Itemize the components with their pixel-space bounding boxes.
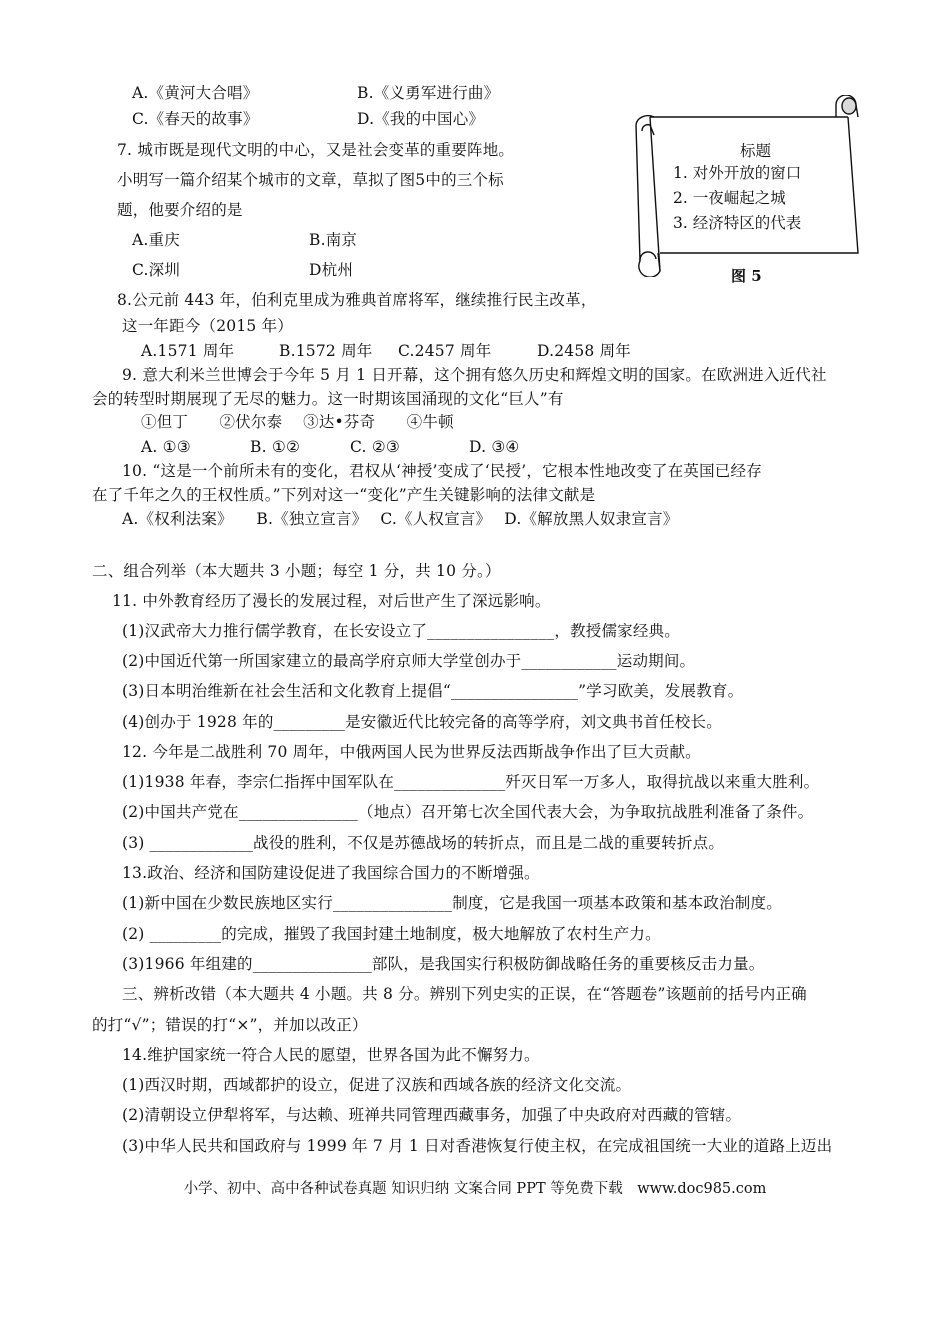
q9-option-b: B. ①②: [250, 438, 301, 456]
q9-option-a: A. ①③: [141, 438, 191, 456]
q8-option-b: B.1572 周年: [279, 342, 373, 360]
q9-line-1: 9. 意大利米兰世博会于今年 5 月 1 日开幕，这个拥有悠久历史和辉煌文明的国家。在欧洲进入近代社: [122, 366, 827, 384]
q7-option-b: B.南京: [309, 231, 358, 249]
q6-option-c: C.《春天的故事》: [132, 110, 259, 128]
q8-line-1: 8.公元前 443 年，伯利克里成为雅典首席将军，继续推行民主改革，: [117, 291, 597, 309]
q8-option-a: A.1571 周年: [141, 342, 235, 360]
q11-stem: 11. 中外教育经历了漫长的发展过程，对后世产生了深远影响。: [112, 592, 551, 610]
q9-option-c: C. ②③: [350, 438, 400, 456]
q7-option-d: D杭州: [309, 261, 354, 279]
q10-options: A.《权利法案》 B.《独立宣言》 C.《人权宣言》 D.《解放黑人奴隶宣言》: [122, 510, 679, 528]
q11-3: (3)日本明治维新在社会生活和文化教育上提倡“________________”学习欧美，发展教育。: [122, 682, 744, 700]
q12-3: (3) _____________战役的胜利，不仅是苏德战场的转折点，而且是二战的重要转折点。: [122, 834, 725, 852]
q13-2: (2) _________的完成，摧毁了我国封建土地制度，极大地解放了农村生产力。: [122, 925, 661, 943]
q13-3: (3)1966 年组建的_______________部队，是我国实行积极防御战略任务的重要核反击力量。: [122, 955, 765, 973]
q6-option-b: B.《义勇军进行曲》: [357, 84, 500, 102]
figure-5-title: 标题: [740, 142, 772, 160]
q8-line-2: 这一年距今（2015 年）: [122, 317, 293, 335]
q8-option-c: C.2457 周年: [398, 342, 492, 360]
q10-line-2: 在了千年之久的王权性质。”下列对这一“变化”产生关键影响的法律文献是: [92, 486, 596, 504]
q11-4: (4)创办于 1928 年的_________是安徽近代比较完备的高等学府，刘文典书首任校长。: [122, 713, 722, 731]
q6-option-a: A.《黄河大合唱》: [132, 84, 259, 102]
figure-5-item-2: 2. 一夜崛起之城: [673, 189, 786, 207]
q13-1: (1)新中国在少数民族地区实行_______________制度，它是我国一项基本政策和基本政治制度。: [122, 894, 782, 912]
section-2-heading: 二、组合列举（本大题共 3 小题；每空 1 分，共 10 分。）: [92, 562, 501, 580]
figure-5-item-1: 1. 对外开放的窗口: [673, 164, 802, 182]
q14-3: (3)中华人民共和国政府与 1999 年 7 月 1 日对香港恢复行使主权，在完成祖国统一大业的道路上迈出: [122, 1137, 833, 1155]
page-footer: 小学、初中、高中各种试卷真题 知识归纳 文案合同 PPT 等免费下载 www.doc985.com: [183, 1181, 767, 1197]
q7-line-3: 题，他要介绍的是: [117, 201, 243, 219]
q6-option-d: D.《我的中国心》: [357, 110, 485, 128]
q14-stem: 14.维护国家统一符合人民的愿望，世界各国为此不懈努力。: [122, 1046, 540, 1064]
q10-line-1: 10. “这是一个前所未有的变化，君权从‘神授’变成了‘民授’，它根本性地改变了在英国已经存: [122, 462, 762, 480]
section-3-heading-2: 的打“√”；错误的打“×”，并加以改正）: [92, 1016, 368, 1034]
figure-5-caption: 图 5: [731, 267, 762, 285]
q14-2: (2)清朝设立伊犁将军，与达赖、班禅共同管理西藏事务，加强了中央政府对西藏的管辖。: [122, 1106, 742, 1124]
q11-1: (1)汉武帝大力推行儒学教育，在长安设立了________________，教授儒家经典。: [122, 622, 680, 640]
figure-5-item-3: 3. 经济特区的代表: [673, 214, 802, 232]
q8-option-d: D.2458 周年: [537, 342, 631, 360]
q7-option-a: A.重庆: [132, 231, 180, 249]
q7-option-c: C.深圳: [132, 261, 181, 279]
q12-2: (2)中国共产党在_______________（地点）召开第七次全国代表大会，为争取抗战胜利准备了条件。: [122, 803, 814, 821]
q9-items: ①但丁 ②伏尔泰 ③达•芬奇 ④牛顿: [141, 413, 454, 431]
q7-line-1: 7. 城市既是现代文明的中心，又是社会变革的重要阵地。: [117, 141, 515, 159]
q14-1: (1)西汉时期，西域都护的设立，促进了汉族和西域各族的经济文化交流。: [122, 1076, 632, 1094]
q9-line-2: 会的转型时期展现了无尽的魅力。这一时期该国涌现的文化“巨人”有: [92, 390, 564, 408]
q12-stem: 12. 今年是二战胜利 70 周年，中俄两国人民为世界反法西斯战争作出了巨大贡献。: [122, 743, 701, 761]
section-3-heading-1: 三、辨析改错（本大题共 4 小题。共 8 分。辨别下列史实的正误，在“答题卷”该题前的括号内正确: [122, 985, 807, 1003]
q13-stem: 13.政治、经济和国防建设促进了我国综合国力的不断增强。: [122, 864, 540, 882]
q9-option-d: D. ③④: [469, 438, 520, 456]
q12-1: (1)1938 年春，李宗仁指挥中国军队在______________歼灭日军一万多人，取得抗战以来重大胜利。: [122, 773, 820, 791]
q7-line-2: 小明写一篇介绍某个城市的文章，草拟了图5中的三个标: [117, 171, 504, 189]
q11-2: (2)中国近代第一所国家建立的最高学府京师大学堂创办于____________运动期间。: [122, 652, 696, 670]
